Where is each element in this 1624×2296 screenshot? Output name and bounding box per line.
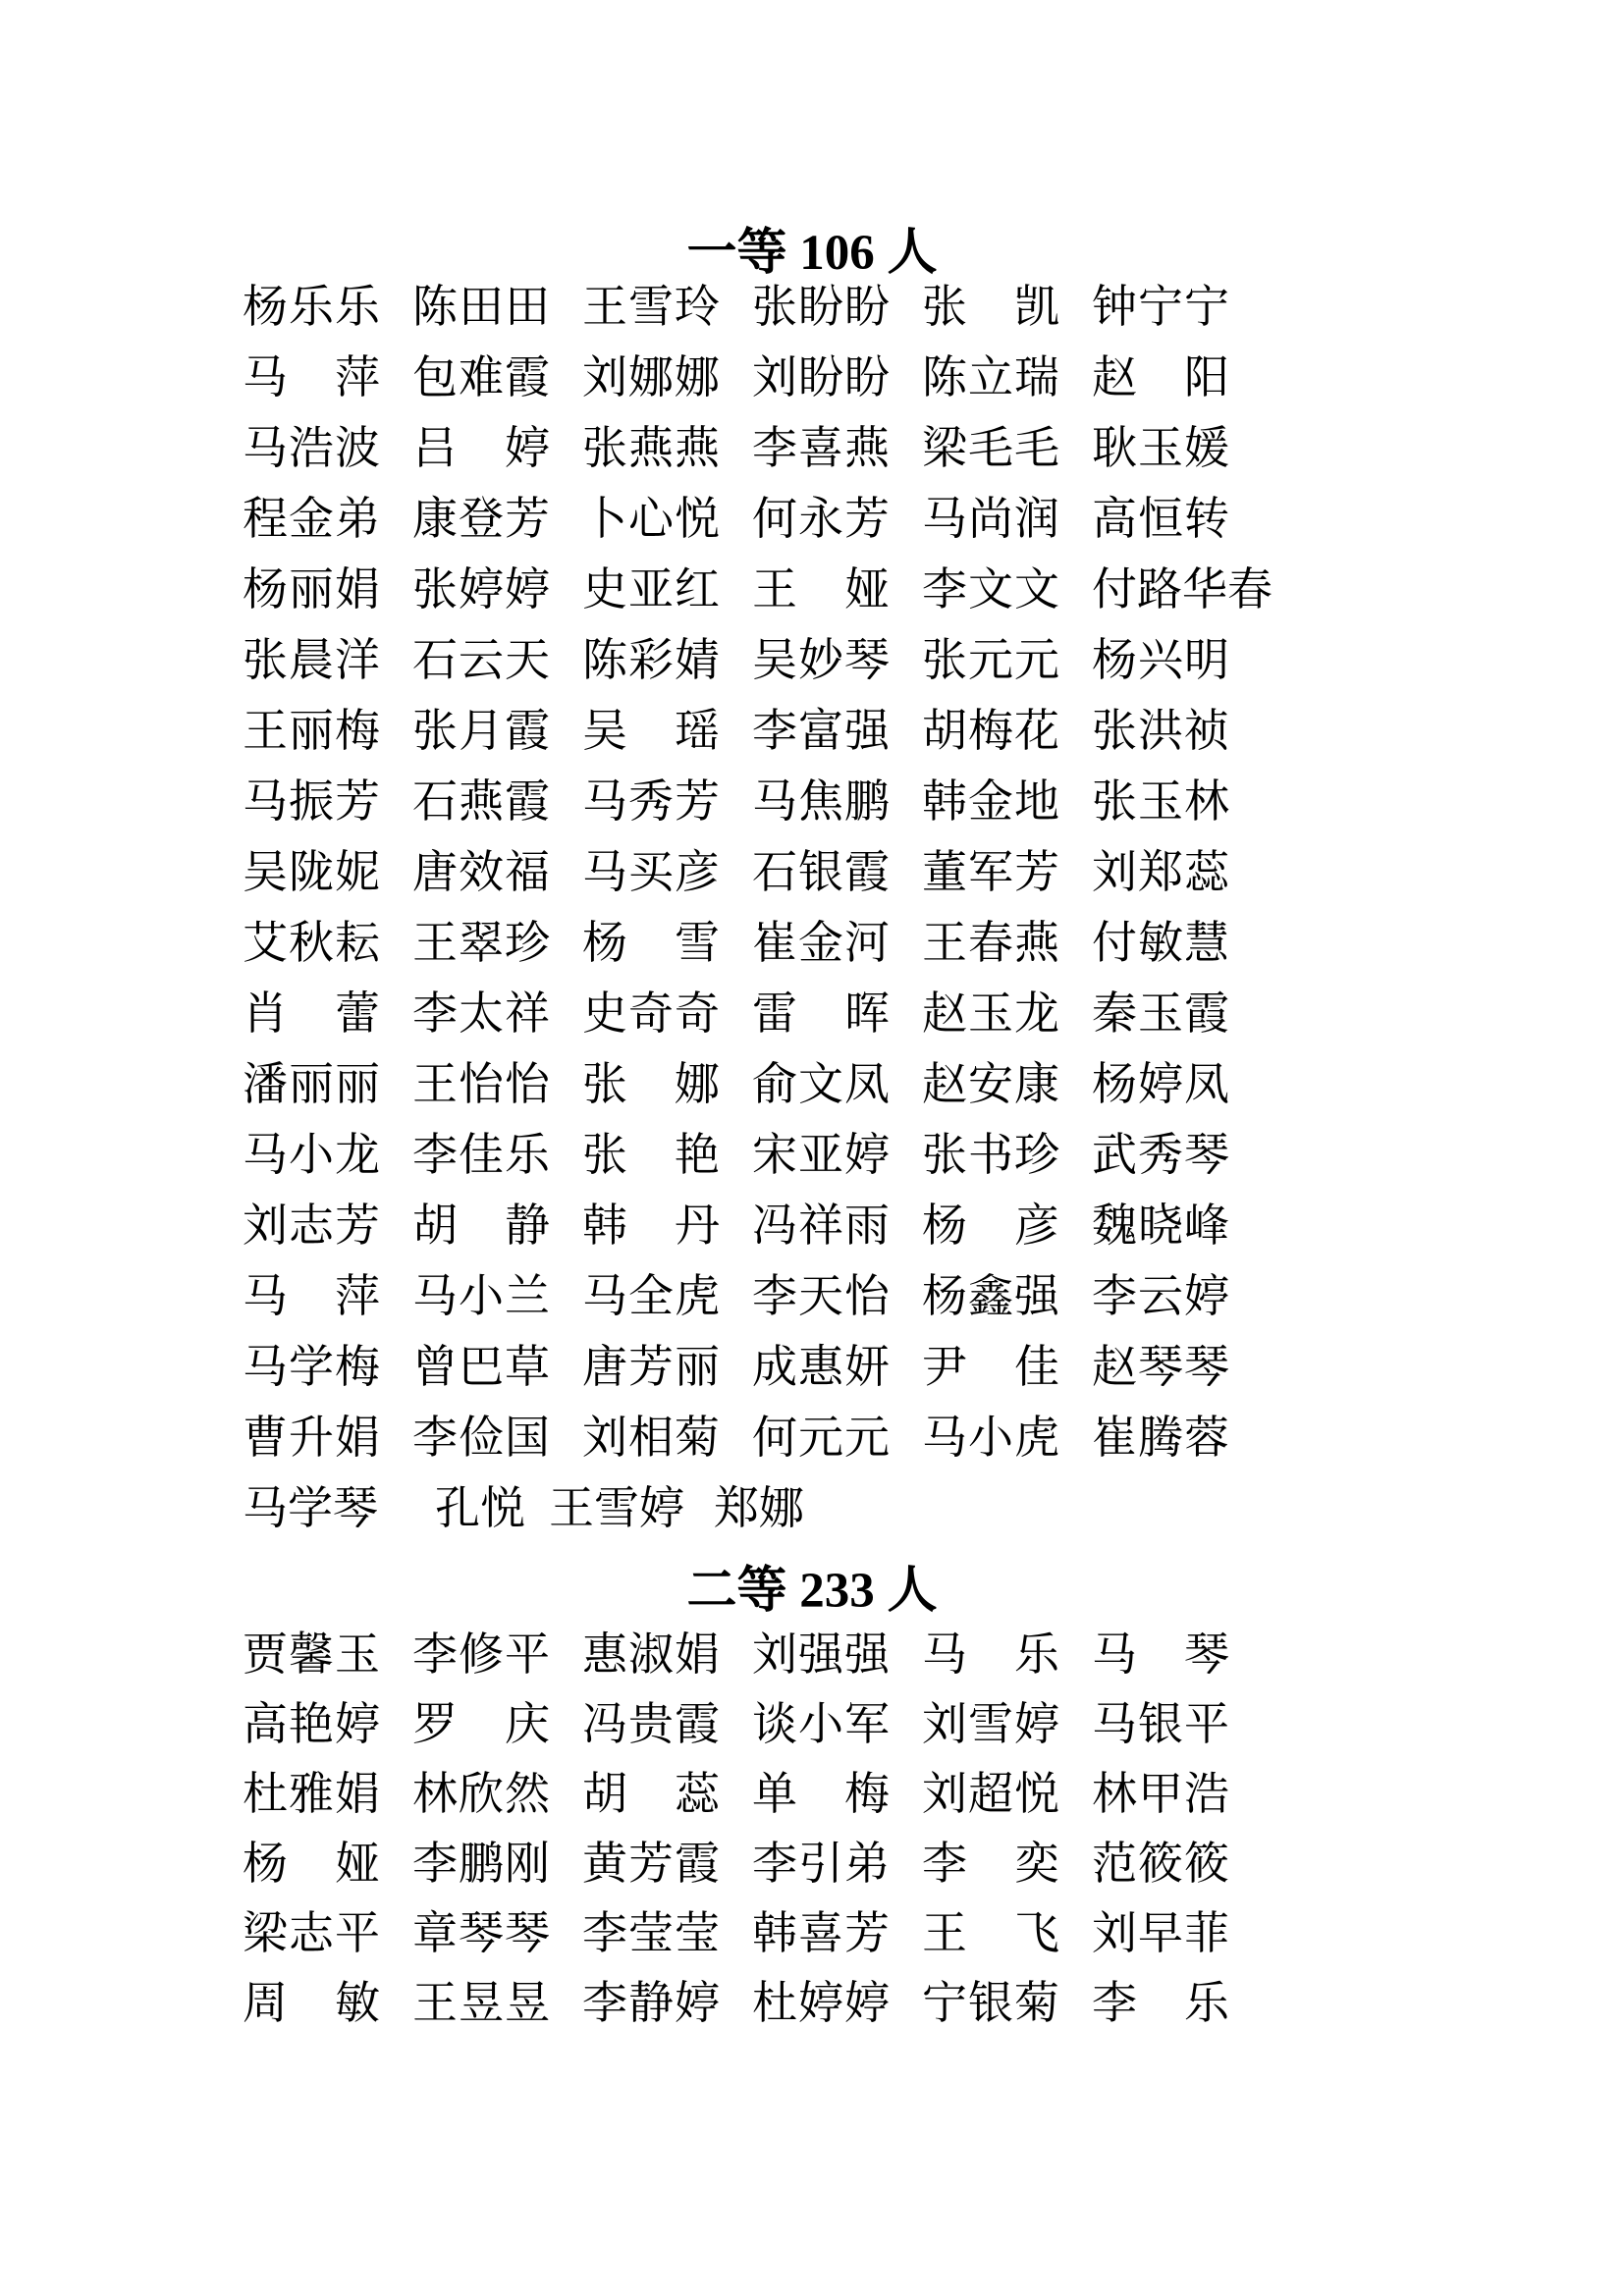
person-name: 李俭国: [412, 1413, 550, 1463]
person-name: 马萍: [243, 352, 380, 402]
person-name: 林甲浩: [1092, 1768, 1229, 1819]
person-name: 罗庆: [412, 1698, 550, 1749]
person-name: 韩丹: [582, 1201, 720, 1251]
name-row: [243, 837, 1305, 908]
person-name: 王娅: [752, 564, 890, 614]
person-name: 高恒转: [1092, 494, 1229, 544]
person-name: 陈彩婧: [582, 635, 720, 685]
person-name: 崔腾蓉: [1092, 1413, 1229, 1463]
person-name: 陈立瑞: [922, 352, 1059, 402]
person-name: 韩喜芳: [752, 1907, 890, 1958]
person-name: 王飞: [922, 1907, 1059, 1958]
name-row: [243, 1968, 1262, 2038]
person-name: 胡梅花: [922, 706, 1059, 756]
person-name: 宁银菊: [922, 1977, 1059, 2028]
person-name: 李静婷: [582, 1977, 720, 2028]
person-name: 唐效福: [412, 847, 550, 897]
person-name: 李莹莹: [582, 1907, 720, 1958]
person-name: 张盼盼: [752, 282, 890, 332]
person-name: 王雪玲: [582, 282, 720, 332]
person-name: 吴瑶: [582, 706, 720, 756]
person-name: 付路华春: [1092, 564, 1272, 614]
person-name: 刘郑蕊: [1092, 847, 1229, 897]
person-name: 唐芳丽: [582, 1342, 720, 1392]
person-name: 张元元: [922, 635, 1059, 685]
name-row: [243, 272, 1305, 343]
person-name: 张洪祯: [1092, 706, 1229, 756]
person-name: 李天怡: [752, 1271, 890, 1321]
person-name: 章琴琴: [412, 1907, 550, 1958]
person-name: 高艳婷: [243, 1698, 380, 1749]
person-name: 李奕: [922, 1838, 1059, 1889]
person-name: 包难霞: [412, 352, 550, 402]
section-title-first-class: 一等 106 人: [686, 226, 938, 281]
name-row: [243, 1620, 1262, 1689]
person-name: 艾秋耘: [243, 918, 380, 968]
person-name: 魏晓峰: [1092, 1201, 1229, 1251]
person-name: 梁毛毛: [922, 423, 1059, 473]
person-name: 王怡怡: [412, 1059, 550, 1109]
person-name: 李喜燕: [752, 423, 890, 473]
person-name: 吴妙琴: [752, 635, 890, 685]
person-name: 胡蕊: [582, 1768, 720, 1819]
person-name: 赵玉龙: [922, 988, 1059, 1039]
person-name: 张娜: [582, 1059, 720, 1109]
person-name: 胡静: [412, 1201, 550, 1251]
person-name: 肖蕾: [243, 988, 380, 1039]
person-name: 刘娜娜: [582, 352, 720, 402]
person-name: 马秀芳: [582, 776, 720, 827]
person-name: 李乐: [1092, 1977, 1229, 2028]
person-name: 韩金地: [922, 776, 1059, 827]
person-name: 李富强: [752, 706, 890, 756]
name-row: [243, 1898, 1262, 1968]
person-name: 赵安康: [922, 1059, 1059, 1109]
person-name: 吴陇妮: [243, 847, 380, 897]
person-name: 马浩波: [243, 423, 380, 473]
person-name: 付敏慧: [1092, 918, 1229, 968]
person-name: 梁志平: [243, 1907, 380, 1958]
person-name: 冯祥雨: [752, 1201, 890, 1251]
person-name: 赵阳: [1092, 352, 1229, 402]
person-name: 刘强强: [752, 1629, 890, 1680]
person-name: 何元元: [752, 1413, 890, 1463]
person-name: 王丽梅: [243, 706, 380, 756]
name-row: [243, 1332, 1305, 1403]
name-row: [243, 979, 1305, 1049]
person-name: 张书珍: [922, 1130, 1059, 1180]
name-row: [243, 343, 1305, 413]
person-name: 李文文: [922, 564, 1059, 614]
person-name: 史亚红: [582, 564, 720, 614]
person-name: 成惠妍: [752, 1342, 890, 1392]
person-name: 谈小军: [752, 1698, 890, 1749]
person-name: 贾馨玉: [243, 1629, 380, 1680]
person-name: 马小兰: [412, 1271, 550, 1321]
person-name: 马小龙: [243, 1130, 380, 1180]
person-name: 杨鑫强: [922, 1271, 1059, 1321]
person-name: 马买彦: [582, 847, 720, 897]
person-name: 杨丽娟: [243, 564, 380, 614]
person-name: 马尚润: [922, 494, 1059, 544]
person-name: 李鹏刚: [412, 1838, 550, 1889]
person-name: 刘超悦: [922, 1768, 1059, 1819]
person-name: 范筱筱: [1092, 1838, 1229, 1889]
person-name: 马学琴: [243, 1483, 378, 1533]
person-name: 宋亚婷: [752, 1130, 890, 1180]
person-name: 何永芳: [752, 494, 890, 544]
person-name: 冯贵霞: [582, 1698, 720, 1749]
person-name: 王雪婷: [549, 1483, 684, 1533]
person-name: 刘志芳: [243, 1201, 380, 1251]
name-row: [243, 555, 1305, 625]
section-title-second-class: 二等 233 人: [686, 1564, 938, 1619]
person-name: 单梅: [752, 1768, 890, 1819]
person-name: 马焦鹏: [752, 776, 890, 827]
person-name: 李修平: [412, 1629, 550, 1680]
person-name: 马全虎: [582, 1271, 720, 1321]
person-name: 史奇奇: [582, 988, 720, 1039]
name-row: [243, 1759, 1262, 1829]
person-name: 马学梅: [243, 1342, 380, 1392]
person-name: 杨彦: [922, 1201, 1059, 1251]
name-row: [243, 484, 1305, 555]
person-name: 马振芳: [243, 776, 380, 827]
person-name: 赵琴琴: [1092, 1342, 1229, 1392]
person-name: 张玉林: [1092, 776, 1229, 827]
name-row: [243, 625, 1305, 696]
first-class-name-list: [243, 272, 1305, 1544]
person-name: 曾巴草: [412, 1342, 550, 1392]
person-name: 董军芳: [922, 847, 1059, 897]
person-name: 俞文凤: [752, 1059, 890, 1109]
person-name: 王翠珍: [412, 918, 550, 968]
person-name: 杨乐乐: [243, 282, 380, 332]
person-name: 吕婷: [412, 423, 550, 473]
person-name: 王昱昱: [412, 1977, 550, 2028]
name-row: [243, 1403, 1305, 1473]
person-name: 尹佳: [922, 1342, 1059, 1392]
person-name: 林欣然: [412, 1768, 550, 1819]
person-name: 杜雅娟: [243, 1768, 380, 1819]
person-name: 杨雪: [582, 918, 720, 968]
person-name: 刘早菲: [1092, 1907, 1229, 1958]
name-row: [243, 1689, 1262, 1759]
person-name: 钟宁宁: [1092, 282, 1229, 332]
person-name: 石银霞: [752, 847, 890, 897]
person-name: 张月霞: [412, 706, 550, 756]
person-name: 马琴: [1092, 1629, 1229, 1680]
second-class-name-list: [243, 1620, 1262, 2038]
person-name: 张凯: [922, 282, 1059, 332]
name-row: [243, 1049, 1305, 1120]
name-row: [243, 1473, 1305, 1544]
person-name: 石燕霞: [412, 776, 550, 827]
person-name: 耿玉媛: [1092, 423, 1229, 473]
person-name: 郑娜: [714, 1483, 804, 1533]
person-name: 崔金河: [752, 918, 890, 968]
person-name: 黄芳霞: [582, 1838, 720, 1889]
name-row: [243, 1829, 1262, 1898]
name-row: [243, 767, 1305, 837]
name-row: [243, 908, 1305, 979]
person-name: 陈田田: [412, 282, 550, 332]
person-name: 孔悦: [435, 1483, 525, 1533]
person-name: 杜婷婷: [752, 1977, 890, 2028]
name-row: [243, 1120, 1305, 1191]
person-name: 马小虎: [922, 1413, 1059, 1463]
person-name: 王春燕: [922, 918, 1059, 968]
person-name: 李太祥: [412, 988, 550, 1039]
person-name: 曹升娟: [243, 1413, 380, 1463]
person-name: 刘雪婷: [922, 1698, 1059, 1749]
person-name: 刘盼盼: [752, 352, 890, 402]
person-name: 马乐: [922, 1629, 1059, 1680]
person-name: 周敏: [243, 1977, 380, 2028]
person-name: 张晨洋: [243, 635, 380, 685]
name-row: [243, 1191, 1305, 1261]
person-name: 李佳乐: [412, 1130, 550, 1180]
person-name: 张艳: [582, 1130, 720, 1180]
person-name: 程金弟: [243, 494, 380, 544]
person-name: 秦玉霞: [1092, 988, 1229, 1039]
name-row: [243, 413, 1305, 484]
person-name: 马萍: [243, 1271, 380, 1321]
person-name: 刘相菊: [582, 1413, 720, 1463]
person-name: 杨兴明: [1092, 635, 1229, 685]
person-name: 张婷婷: [412, 564, 550, 614]
name-row: [243, 1261, 1305, 1332]
person-name: 李云婷: [1092, 1271, 1229, 1321]
person-name: 惠淑娟: [582, 1629, 720, 1680]
person-name: 杨婷凤: [1092, 1059, 1229, 1109]
name-row: [243, 696, 1305, 767]
person-name: 武秀琴: [1092, 1130, 1229, 1180]
person-name: 杨娅: [243, 1838, 380, 1889]
person-name: 雷晖: [752, 988, 890, 1039]
person-name: 石云天: [412, 635, 550, 685]
person-name: 张燕燕: [582, 423, 720, 473]
person-name: 康登芳: [412, 494, 550, 544]
person-name: 潘丽丽: [243, 1059, 380, 1109]
person-name: 马银平: [1092, 1698, 1229, 1749]
person-name: 卜心悦: [582, 494, 720, 544]
person-name: 李引弟: [752, 1838, 890, 1889]
